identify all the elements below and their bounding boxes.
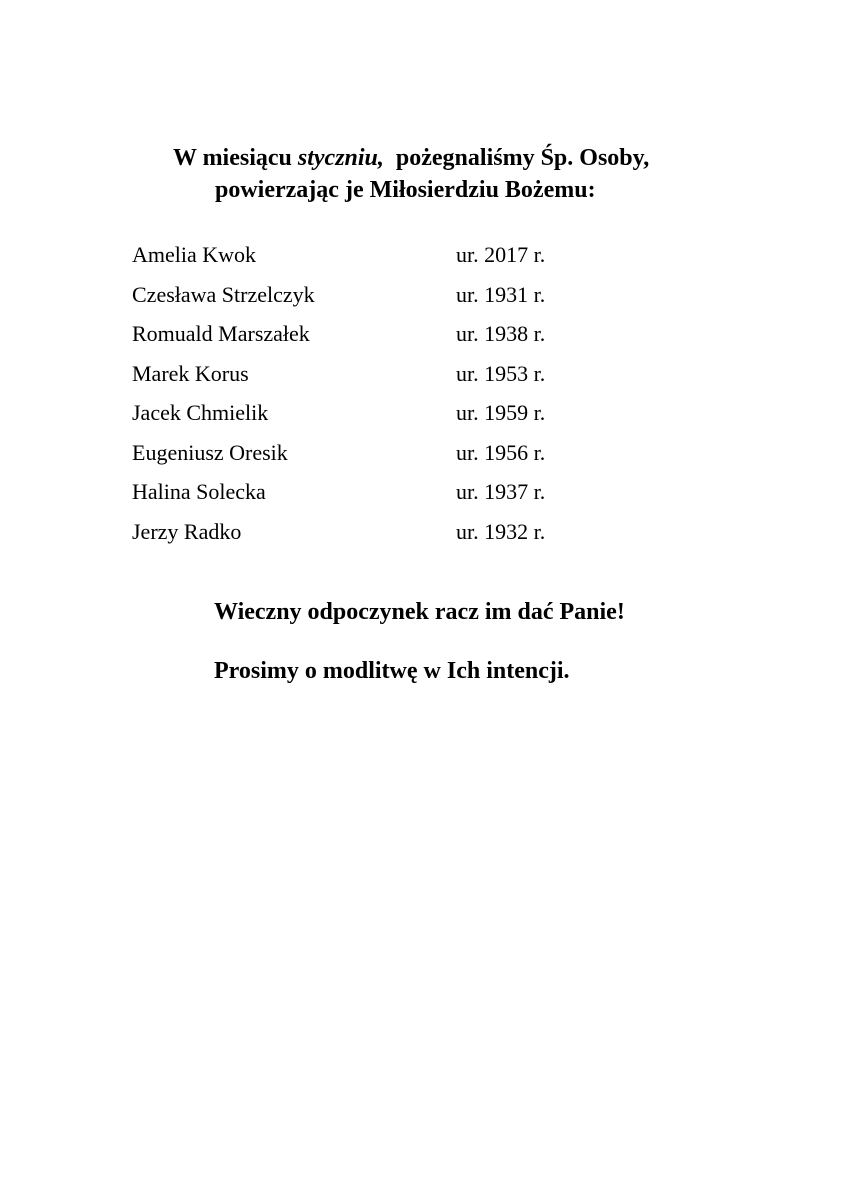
birth-year: ur. 1932 r.	[456, 518, 546, 544]
title-line-1-start: W miesiącu	[173, 145, 298, 171]
list-item	[132, 317, 732, 357]
birth-year: ur. 1953 r.	[456, 360, 546, 386]
person-name: Jerzy Radko	[132, 518, 242, 544]
list-item	[132, 475, 732, 515]
list-item	[132, 436, 732, 476]
person-name: Jacek Chmielik	[132, 400, 269, 425]
birth-year: ur. 1956 r.	[456, 439, 546, 465]
eternal-rest-prayer: Wieczny odpoczynek racz im dać Panie!	[214, 599, 625, 625]
person-name: Romuald Marszałek	[132, 321, 310, 346]
prayer-request: Prosimy o modlitwę w Ich intencji.	[214, 658, 570, 684]
birth-year: ur. 1959 r.	[456, 400, 546, 425]
title-line-1	[0, 142, 849, 174]
person-name: Marek Korus	[132, 360, 249, 386]
person-name: Amelia Kwok	[132, 242, 257, 267]
title-line-1-end: pożegnaliśmy Śp. Osoby,	[383, 145, 650, 171]
list-item	[132, 238, 732, 278]
list-item	[132, 515, 732, 555]
person-name: Czesława Strzelczyk	[132, 281, 315, 307]
birth-year: ur. 1931 r.	[456, 281, 546, 307]
birth-year: ur. 1938 r.	[456, 321, 546, 346]
person-name: Eugeniusz Oresik	[132, 439, 288, 465]
birth-year: ur. 2017 r.	[456, 242, 546, 267]
month-name: styczniu,	[297, 145, 384, 171]
list-item	[132, 278, 732, 318]
deceased-list	[132, 238, 732, 554]
list-item	[132, 357, 732, 397]
page-title	[0, 142, 849, 206]
birth-year: ur. 1937 r.	[456, 479, 546, 504]
list-item	[132, 396, 732, 436]
title-line-2: powierzając je Miłosierdziu Bożemu:	[215, 177, 596, 203]
person-name: Halina Solecka	[132, 479, 266, 504]
